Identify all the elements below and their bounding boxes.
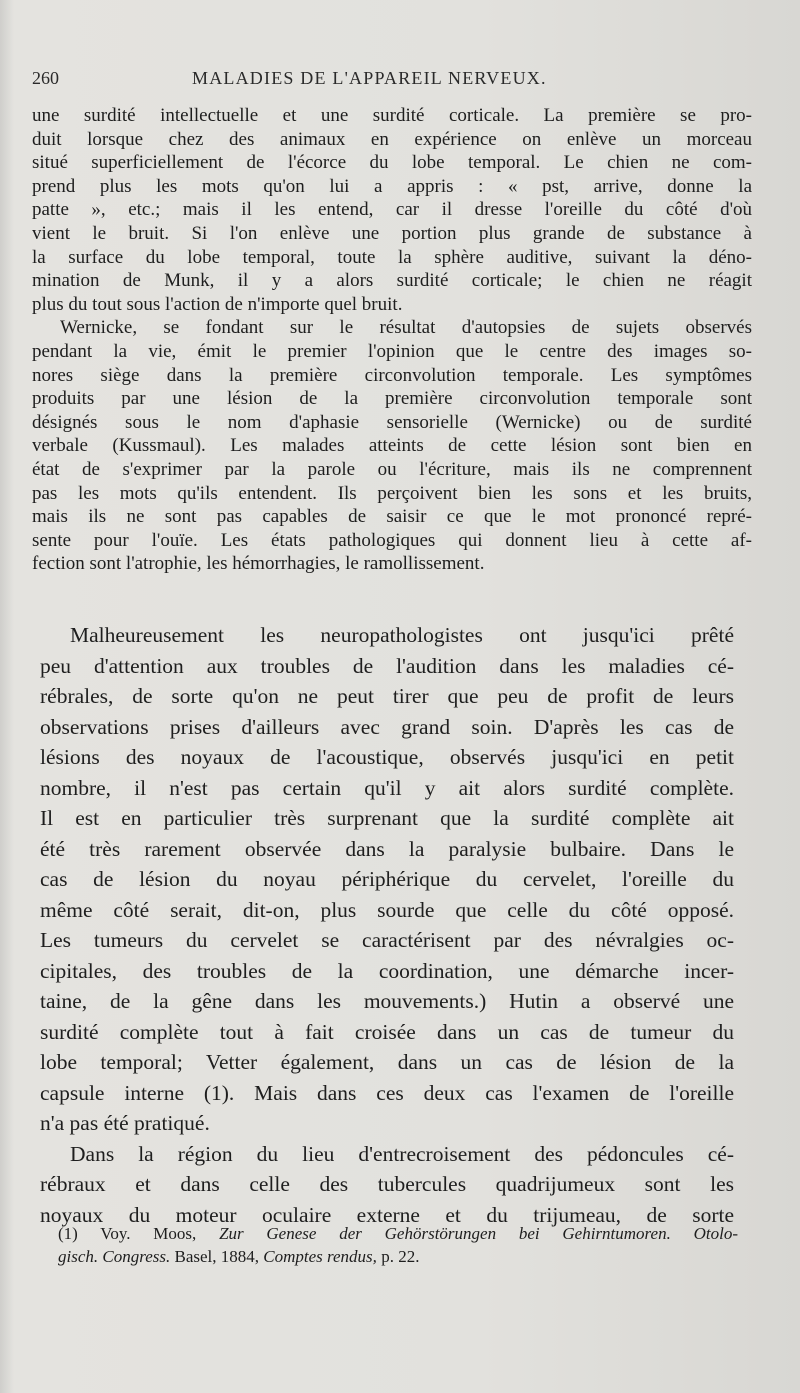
text-line: une surdité intellectuelle et une surdité corticale. La première se pro- (32, 105, 752, 126)
text-line: fection sont l'atrophie, les hémorrhagies, le ramollissement. (32, 553, 485, 575)
text-line: taine, de la gêne dans les mouvements.) Hutin a observé une (40, 989, 734, 1013)
text-line: pas les mots qu'ils entendent. Ils perçoivent bien les sons et les bruits, (32, 482, 752, 504)
text-line: lobe temporal; Vetter également, dans un cas de lésion de la (40, 1050, 734, 1074)
text-line: pendant la vie, émit le premier l'opinion que le centre des images so- (32, 340, 752, 362)
text-line: lésions des noyaux de l'acoustique, observés jusqu'ici en petit (40, 745, 734, 769)
text-line: noyaux du moteur oculaire externe et du trijumeau, de sorte (40, 1202, 734, 1227)
text-line: Dans la région du lieu d'entrecroisement des pédoncules cé- (70, 1141, 734, 1166)
text-line: duit lorsque chez des animaux en expérience on enlève un morceau (32, 128, 752, 150)
text-line: produits par une lésion de la première circonvolution temporale sont (32, 388, 752, 410)
text-line: mais ils ne sont pas capables de saisir ce que le mot prononcé repré- (32, 506, 752, 528)
text-line: plus du tout sous l'action de n'importe quel bruit. (32, 293, 403, 315)
footnote (58, 1222, 738, 1268)
footnote-title-cont: gisch. Congress. (58, 1247, 171, 1266)
text-line: cipitales, des troubles de la coordination, une démarche incer- (40, 958, 734, 983)
footnote-line (58, 1245, 738, 1268)
text-line: capsule interne (1). Mais dans ces deux cas l'examen de l'oreille (40, 1080, 734, 1105)
small-print-section (32, 104, 752, 576)
footnote-page-ref: p. 22. (381, 1247, 420, 1266)
text-line: désignés sous le nom d'aphasie sensorielle (Wernicke) ou de surdité (32, 411, 752, 433)
footnote-comptes: Comptes rendus, (263, 1247, 377, 1266)
text-line: même côté serait, dit-on, plus sourde que celle du côté opposé. (40, 897, 734, 922)
text-line: Il est en particulier très surprenant que la surdité complète ait (40, 806, 734, 830)
page-number: 260 (32, 68, 59, 88)
text-line: cas de lésion du noyau périphérique du cervelet, l'oreille du (40, 867, 734, 891)
text-line: Wernicke, se fondant sur le résultat d'autopsies de sujets observés (60, 317, 752, 339)
footnote-marker: (1) Voy. Moos, (58, 1224, 197, 1243)
text-line: patte », etc.; mais il les entend, car il dresse l'oreille du côté d'où (32, 199, 752, 221)
text-line: la surface du lobe temporal, toute la sphère auditive, suivant la déno- (32, 246, 752, 268)
text-line: nombre, il n'est pas certain qu'il y ait alors surdité complète. (40, 775, 734, 800)
text-line: situé superficiellement de l'écorce du lobe temporal. Le chien ne com- (32, 152, 752, 174)
text-line: prend plus les mots qu'on lui a appris : « pst, arrive, donne la (32, 175, 752, 197)
text-line: état de s'exprimer par la parole ou l'écriture, mais ils ne comprennent (32, 458, 752, 480)
text-line: vient le bruit. Si l'on enlève une portion plus grande de substance à (32, 222, 752, 244)
text-line: été très rarement observée dans la paralysie bulbaire. Dans le (40, 836, 734, 861)
footnote-place-year: Basel, 1884, (174, 1247, 260, 1266)
text-line: rébrales, de sorte qu'on ne peut tirer que peu de profit de leurs (40, 684, 734, 708)
text-line: peu d'attention aux troubles de l'audition dans les maladies cé- (40, 653, 734, 678)
page-header (32, 68, 752, 92)
text-line: verbale (Kussmaul). Les malades atteints de cette lésion sont bien en (32, 435, 752, 457)
text-line: sente pour l'ouïe. Les états pathologiques qui donnent lieu à cette af- (32, 529, 752, 551)
running-title: MALADIES DE L'APPAREIL NERVEUX. (192, 68, 547, 88)
text-line: surdité complète tout à fait croisée dans un cas de tumeur du (40, 1019, 734, 1044)
main-text-section (40, 620, 734, 1230)
text-line: rébraux et dans celle des tubercules quadrijumeux sont les (40, 1172, 734, 1196)
text-line: mination de Munk, il y a alors surdité corticale; le chien ne réagit (32, 270, 752, 292)
text-line: observations prises d'ailleurs avec grand soin. D'après les cas de (40, 714, 734, 739)
footnote-line (58, 1222, 738, 1245)
text-line: Les tumeurs du cervelet se caractérisent par des névralgies oc- (40, 928, 734, 952)
text-line: Malheureusement les neuropathologistes ont jusqu'ici prêté (70, 623, 734, 647)
text-line: nores siège dans la première circonvolution temporale. Les symptômes (32, 364, 752, 386)
text-line: n'a pas été pratiqué. (40, 1111, 210, 1135)
footnote-title: Zur Genese der Gehörstörungen bei Gehirntumoren. Otolo- (219, 1224, 739, 1243)
